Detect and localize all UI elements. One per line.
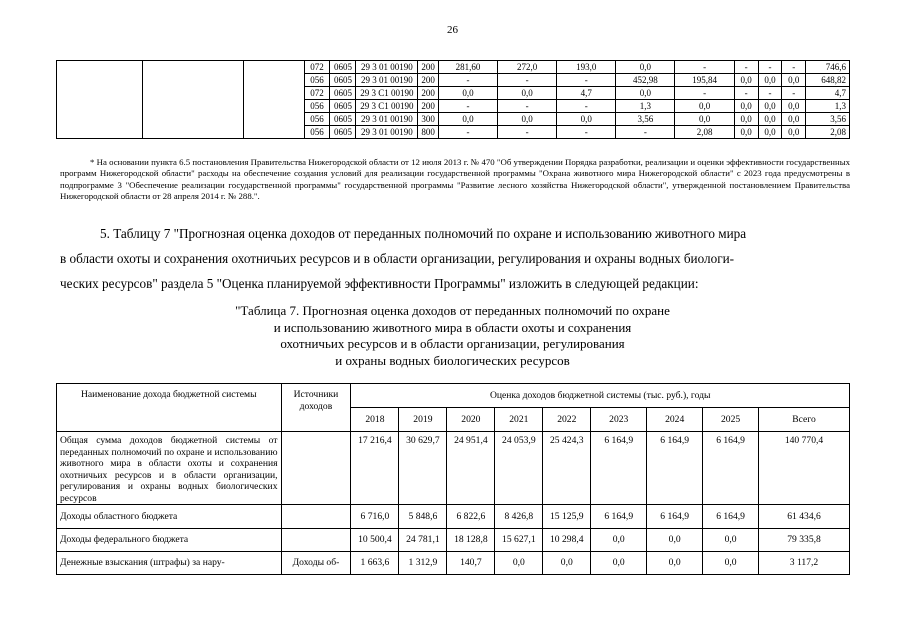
income-value: 6 164,9 <box>703 505 759 529</box>
merged-cell <box>142 61 243 139</box>
income-row <box>57 552 850 575</box>
income-value: 140,7 <box>447 552 495 575</box>
income-row <box>57 529 850 552</box>
expenses-cell: 056 <box>304 100 330 113</box>
year-header: 2022 <box>543 408 591 432</box>
income-value: 15 627,1 <box>495 529 543 552</box>
footnote <box>60 157 850 203</box>
expenses-cell: - <box>782 87 806 100</box>
expenses-cell: 200 <box>418 100 439 113</box>
income-value: 1 312,9 <box>399 552 447 575</box>
expenses-cell: 0,0 <box>734 113 758 126</box>
page-number: 26 <box>447 24 458 36</box>
income-value: 8 426,8 <box>495 505 543 529</box>
expenses-cell: 800 <box>418 126 439 139</box>
expenses-cell: - <box>734 87 758 100</box>
income-value: 0,0 <box>591 552 647 575</box>
expenses-cell: 1,3 <box>806 100 850 113</box>
footnote-text: * На основании пункта 6.5 постановления Правительства Нижегородской области от 12 июля 2013 г. № 470 "Об утверждении Порядка разработки, реализации и оценки эффективности государственных программ Нижегородской области" расходы на обеспечение создания условий для реализации государственной программы "Охрана животного мира Нижегородской области" с 2023 года предусмотрены в подпрограмме 3 "Обеспечение реализации государственной программы" государственной программы "Развитие лесного хозяйства Нижегородской области", утвержденной постановлением Правительства Нижегородской области от 28 апреля 2014 г. № 288.". <box>60 157 850 202</box>
expenses-cell: - <box>498 74 557 87</box>
expenses-cell: 2,08 <box>806 126 850 139</box>
expenses-cell: 0,0 <box>782 100 806 113</box>
income-value: 5 848,6 <box>399 505 447 529</box>
expenses-cell: 0,0 <box>782 113 806 126</box>
merged-cell <box>57 61 143 139</box>
caption-line-2: и использованию животного мира в области охоты и сохранения <box>273 319 632 335</box>
income-value: 15 125,9 <box>543 505 591 529</box>
income-value: 3 117,2 <box>759 552 850 575</box>
income-value: 17 216,4 <box>351 432 399 505</box>
expenses-cell: - <box>557 74 616 87</box>
year-header: 2025 <box>703 408 759 432</box>
expenses-cell: - <box>438 126 497 139</box>
income-value: 6 164,9 <box>591 432 647 505</box>
expenses-cell: 0,0 <box>438 113 497 126</box>
income-row <box>57 432 850 505</box>
expenses-cell: 0,0 <box>438 87 497 100</box>
header-income-source: Источники доходов <box>281 384 351 432</box>
expenses-cell: 056 <box>304 113 330 126</box>
expenses-cell: 29 3 C1 00190 <box>356 100 418 113</box>
expenses-cell: 0605 <box>330 126 356 139</box>
expenses-cell: - <box>758 87 782 100</box>
expenses-cell: 29 3 01 00190 <box>356 126 418 139</box>
expenses-cell: 29 3 C1 00190 <box>356 87 418 100</box>
expenses-cell: 0,0 <box>498 113 557 126</box>
expenses-cell: 072 <box>304 87 330 100</box>
income-source: Доходы об- <box>281 552 351 575</box>
year-header: 2018 <box>351 408 399 432</box>
expenses-cell: 0,0 <box>734 100 758 113</box>
expenses-cell: - <box>557 126 616 139</box>
expenses-cell: - <box>557 100 616 113</box>
expenses-cell: 0605 <box>330 87 356 100</box>
expenses-cell: 0605 <box>330 113 356 126</box>
income-source <box>281 432 351 505</box>
income-value: 24 951,4 <box>447 432 495 505</box>
income-source <box>281 529 351 552</box>
expenses-cell: 4,7 <box>806 87 850 100</box>
header-income-name: Наименование дохода бюджетной системы <box>57 384 282 432</box>
expenses-cell: 0,0 <box>498 87 557 100</box>
expenses-cell: 29 3 01 00190 <box>356 113 418 126</box>
table-caption <box>0 303 905 369</box>
expenses-cell: 056 <box>304 126 330 139</box>
expenses-cell: - <box>734 61 758 74</box>
caption-line-3: охотничьих ресурсов и в области организации, регулирования <box>280 336 625 351</box>
expenses-cell: - <box>675 61 734 74</box>
expenses-cell: 0,0 <box>782 74 806 87</box>
income-name: Денежные взыскания (штрафы) за нару- <box>57 552 282 575</box>
expenses-cell: 0605 <box>330 74 356 87</box>
income-forecast-table <box>56 383 850 575</box>
income-value: 79 335,8 <box>759 529 850 552</box>
expenses-cell: 452,98 <box>616 74 675 87</box>
expenses-cell: 281,60 <box>438 61 497 74</box>
expenses-cell: 0,0 <box>616 61 675 74</box>
expenses-cell: 195,84 <box>675 74 734 87</box>
expenses-cell: 072 <box>304 61 330 74</box>
year-header: 2019 <box>399 408 447 432</box>
income-name: Доходы федерального бюджета <box>57 529 282 552</box>
expenses-cell: 0,0 <box>616 87 675 100</box>
income-value: 140 770,4 <box>759 432 850 505</box>
expenses-cell: 29 3 01 00190 <box>356 74 418 87</box>
income-value: 30 629,7 <box>399 432 447 505</box>
expenses-cell: 0,0 <box>758 100 782 113</box>
income-value: 24 781,1 <box>399 529 447 552</box>
income-value: 0,0 <box>703 529 759 552</box>
paragraph-line-3: ческих ресурсов" раздела 5 "Оценка планируемой эффективности Программы" изложить в следующей редакции: <box>60 276 699 291</box>
income-value: 6 164,9 <box>647 505 703 529</box>
expenses-cell: - <box>758 61 782 74</box>
expenses-cell: 29 3 01 00190 <box>356 61 418 74</box>
expenses-row <box>57 61 850 74</box>
income-value: 0,0 <box>591 529 647 552</box>
expenses-cell: 4,7 <box>557 87 616 100</box>
expenses-cell: 0,0 <box>758 126 782 139</box>
expenses-cell: - <box>675 87 734 100</box>
year-header: 2021 <box>495 408 543 432</box>
income-value: 6 164,9 <box>591 505 647 529</box>
expenses-cell: 0,0 <box>758 113 782 126</box>
expenses-cell: 272,0 <box>498 61 557 74</box>
income-value: 61 434,6 <box>759 505 850 529</box>
paragraph-line-2: в области охоты и сохранения охотничьих ресурсов и в области организации, регулирования и охраны водных биологи- <box>60 251 735 266</box>
caption-line-1: "Таблица 7. Прогнозная оценка доходов от переданных полномочий по охране <box>235 303 670 318</box>
year-header: 2024 <box>647 408 703 432</box>
income-value: 25 424,3 <box>543 432 591 505</box>
year-header: Всего <box>759 408 850 432</box>
expenses-cell: 0605 <box>330 100 356 113</box>
income-value: 0,0 <box>647 529 703 552</box>
income-value: 6 164,9 <box>647 432 703 505</box>
income-name: Общая сумма доходов бюджетной системы от переданных полномочий по охране и использованию животного мира в области охоты и сохранения охотничьих ресурсов и в области организации, регулирования и охраны водных биологических ресурсов <box>57 432 282 505</box>
income-value: 6 822,6 <box>447 505 495 529</box>
income-value: 0,0 <box>495 552 543 575</box>
income-value: 0,0 <box>543 552 591 575</box>
income-value: 0,0 <box>703 552 759 575</box>
expenses-cell: - <box>438 74 497 87</box>
income-value: 1 663,6 <box>351 552 399 575</box>
expenses-cell: 648,82 <box>806 74 850 87</box>
expenses-cell: 193,0 <box>557 61 616 74</box>
expenses-cell: 3,56 <box>616 113 675 126</box>
expenses-cell: 746,6 <box>806 61 850 74</box>
expenses-cell: 056 <box>304 74 330 87</box>
income-row <box>57 505 850 529</box>
expenses-cell: 1,3 <box>616 100 675 113</box>
expenses-cell: 0,0 <box>675 113 734 126</box>
merged-cell <box>244 61 304 139</box>
expenses-cell: 200 <box>418 61 439 74</box>
income-value: 6 164,9 <box>703 432 759 505</box>
expenses-cell: 2,08 <box>675 126 734 139</box>
expenses-cell: 0,0 <box>675 100 734 113</box>
income-source <box>281 505 351 529</box>
income-value: 24 053,9 <box>495 432 543 505</box>
income-value: 18 128,8 <box>447 529 495 552</box>
expenses-cell: 0605 <box>330 61 356 74</box>
expenses-cell: 0,0 <box>734 74 758 87</box>
income-value: 6 716,0 <box>351 505 399 529</box>
expenses-cell: 200 <box>418 87 439 100</box>
income-value: 10 500,4 <box>351 529 399 552</box>
expenses-cell: 300 <box>418 113 439 126</box>
expenses-cell: 0,0 <box>557 113 616 126</box>
expenses-cell: - <box>616 126 675 139</box>
income-value: 10 298,4 <box>543 529 591 552</box>
expenses-cell: 0,0 <box>758 74 782 87</box>
expenses-cell: - <box>438 100 497 113</box>
year-header: 2023 <box>591 408 647 432</box>
expenses-cell: 3,56 <box>806 113 850 126</box>
caption-line-4: и охраны водных биологических ресурсов <box>335 352 570 368</box>
paragraph-line-1: 5. Таблицу 7 "Прогнозная оценка доходов от переданных полномочий по охране и использованию животного мира <box>100 226 747 241</box>
expenses-cell: - <box>498 126 557 139</box>
expenses-table <box>56 60 850 139</box>
income-name: Доходы областного бюджета <box>57 505 282 529</box>
expenses-cell: - <box>498 100 557 113</box>
header-estimate: Оценка доходов бюджетной системы (тыс. руб.), годы <box>351 384 850 408</box>
expenses-cell: 0,0 <box>734 126 758 139</box>
year-header: 2020 <box>447 408 495 432</box>
income-value: 0,0 <box>647 552 703 575</box>
expenses-cell: - <box>782 61 806 74</box>
expenses-cell: 200 <box>418 74 439 87</box>
expenses-cell: 0,0 <box>782 126 806 139</box>
